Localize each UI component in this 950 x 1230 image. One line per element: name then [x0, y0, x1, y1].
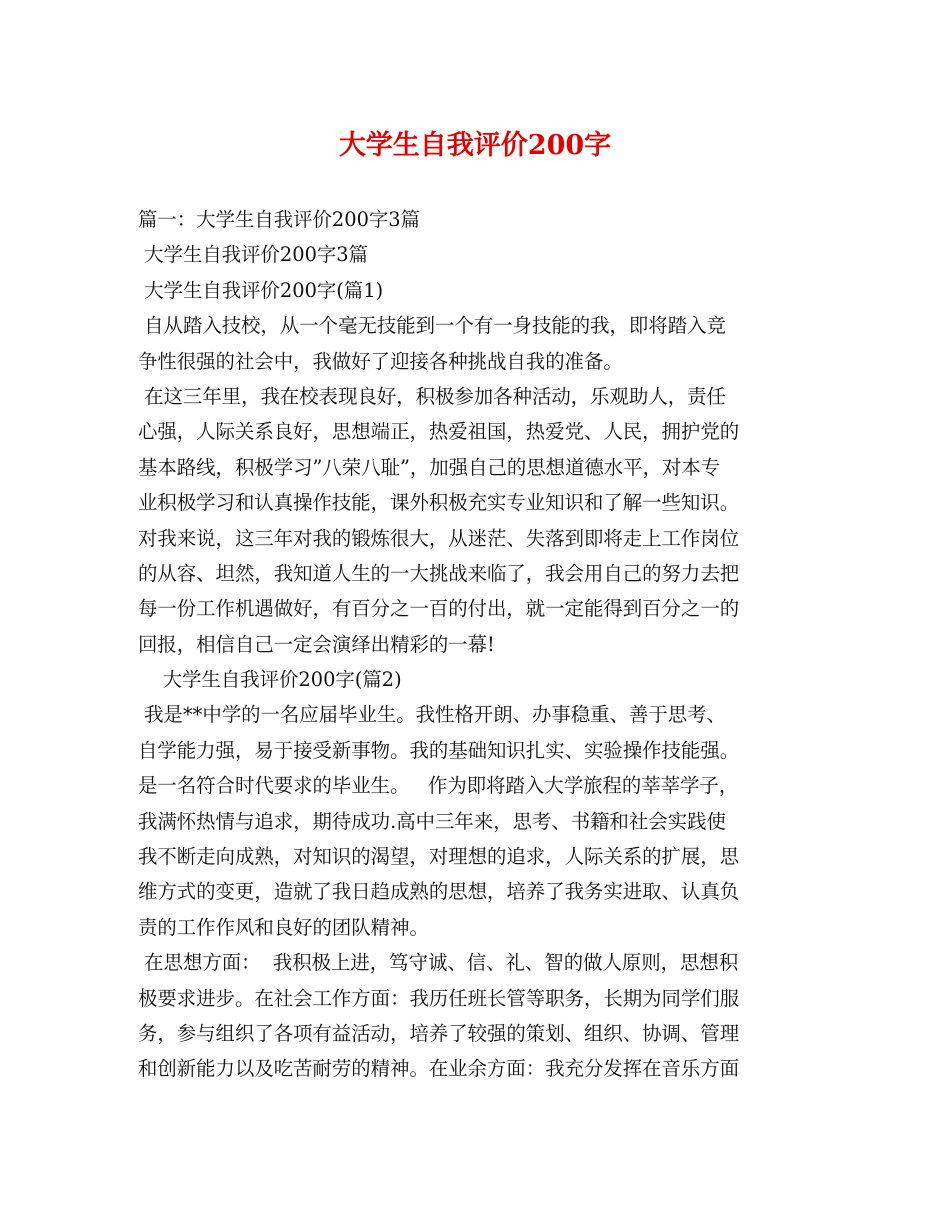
text-line: 大学生自我评价200字3篇: [138, 243, 369, 267]
text-line: 自学能力强，易于接受新事物。我的基础知识扎实、实验操作技能强。: [138, 738, 740, 762]
document-title: 大学生自我评价200字: [338, 130, 612, 161]
text-line: 极要求进步。在社会工作方面：我历任班长管等职务，长期为同学们服: [138, 986, 740, 1010]
text-line: 我不断走向成熟，对知识的渴望，对理想的追求，人际关系的扩展，思: [138, 845, 740, 869]
text-line: 大学生自我评价200字(篇1): [138, 278, 384, 302]
text-line: 自从踏入技校，从一个毫无技能到一个有一身技能的我，即将踏入竞: [138, 314, 726, 338]
text-line: 基本路线，积极学习”八荣八耻”，加强自己的思想道德水平，对本专: [138, 455, 721, 479]
text-line: 维方式的变更，造就了我日趋成熟的思想，培养了我务实进取、认真负: [138, 880, 740, 904]
text-line: 业积极学习和认真操作技能，课外积极充实专业知识和了解一些知识。: [138, 491, 740, 515]
document-body: [138, 202, 818, 1087]
text-line: 我满怀热情与追求，期待成功.高中三年来，思考、书籍和社会实践使: [138, 809, 726, 833]
text-line: 争性很强的社会中，我做好了迎接各种挑战自我的准备。: [138, 349, 623, 373]
text-line: 是一名符合时代要求的毕业生。 作为即将踏入大学旅程的莘莘学子，: [138, 774, 739, 798]
text-line: 对我来说，这三年对我的锻炼很大，从迷茫、失落到即将走上工作岗位: [138, 526, 740, 550]
text-line: 责的工作作风和良好的团队精神。: [138, 915, 429, 939]
text-line: 回报，相信自己一定会演绎出精彩的一幕!: [138, 632, 495, 656]
text-line: 大学生自我评价200字(篇2): [138, 668, 402, 692]
text-line: 和创新能力以及吃苦耐劳的精神。在业余方面：我充分发挥在音乐方面: [138, 1057, 740, 1081]
text-line: 我是**中学的一名应届毕业生。我性格开朗、办事稳重、善于思考、: [138, 703, 726, 727]
text-line: 在思想方面： 我积极上进，笃守诚、信、礼、智的做人原则，思想积: [138, 951, 739, 975]
text-line: 每一份工作机遇做好，有百分之一百的付出，就一定能得到百分之一的: [138, 597, 740, 621]
text-line: 在这三年里，我在校表现良好，积极参加各种活动，乐观助人，责任: [138, 384, 726, 408]
text-line: 心强，人际关系良好，思想端正，热爱祖国，热爱党、人民，拥护党的: [138, 420, 740, 444]
text-line: 务，参与组织了各项有益活动，培养了较强的策划、组织、协调、管理: [138, 1021, 740, 1045]
text-line: 的从容、坦然，我知道人生的一大挑战来临了，我会用自己的努力去把: [138, 561, 740, 585]
text-line: 篇一：大学生自我评价200字3篇: [138, 208, 421, 231]
